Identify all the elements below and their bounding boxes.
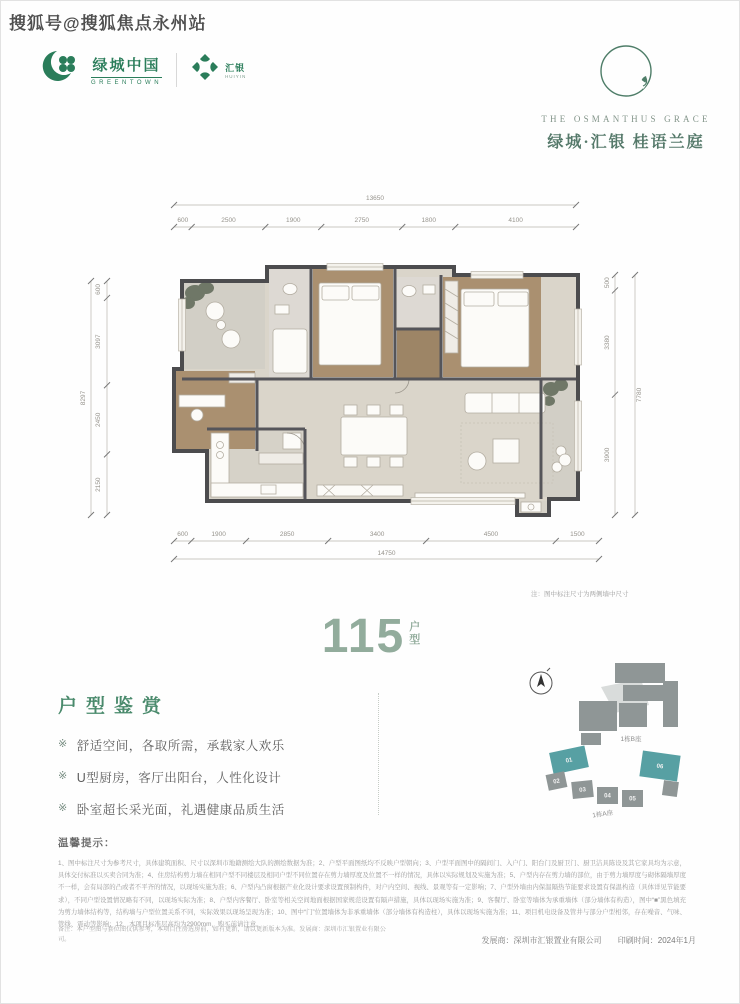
svg-text:600: 600 <box>177 531 189 538</box>
appreciation-bullet: ※ 卧室超长采光面，礼遇健康品质生活 <box>58 802 285 817</box>
huiyin-logo-icon <box>191 53 219 86</box>
svg-text:1900: 1900 <box>211 531 226 538</box>
project-name-cn: 绿城·汇银 桂语兰庭 <box>547 134 705 151</box>
appreciation-bullet: ※ 舒适空间，各取所需，承载家人欢乐 <box>58 738 285 753</box>
appreciation-title: 户型鉴赏 <box>58 696 171 717</box>
svg-text:4500: 4500 <box>483 531 499 538</box>
watermark: 搜狐号@搜狐焦点永州站 <box>9 14 207 33</box>
project-logo-block <box>541 41 711 152</box>
svg-text:1800: 1800 <box>421 217 436 224</box>
unit-number-block <box>1 610 740 663</box>
header-logos <box>41 49 246 90</box>
floorplan <box>79 189 663 613</box>
svg-text:05: 05 <box>629 796 636 803</box>
svg-text:1栋A座: 1栋A座 <box>591 809 614 820</box>
svg-text:600: 600 <box>95 284 102 295</box>
unit-suffix: 户 型 <box>409 621 421 646</box>
svg-text:8297: 8297 <box>80 390 87 406</box>
site-plan-block <box>523 659 718 824</box>
appreciation-bullet: ※ U型厨房，客厅出阳台，人性化设计 <box>58 770 282 785</box>
svg-text:2450: 2450 <box>95 412 102 428</box>
svg-text:03: 03 <box>578 787 587 794</box>
svg-text:3900: 3900 <box>604 447 611 463</box>
dotted-divider <box>378 693 379 815</box>
footer-note: 备注：本户型图与套位图仅供参考，本项目住房选房前，如有更新，请以更新版本为准。发展商：深圳市汇银置业有限公司。 <box>58 926 386 943</box>
footer-publisher <box>482 935 696 946</box>
osmanthus-circle-icon <box>595 41 657 108</box>
svg-text:2750: 2750 <box>354 217 369 224</box>
svg-text:2500: 2500 <box>221 217 236 224</box>
svg-text:1900: 1900 <box>286 217 301 224</box>
svg-text:01: 01 <box>565 757 574 765</box>
svg-text:600: 600 <box>177 217 189 224</box>
svg-text:2150: 2150 <box>95 477 102 492</box>
logo-divider <box>176 53 177 87</box>
svg-text:2850: 2850 <box>279 531 295 538</box>
greentown-logo-icon <box>41 49 77 90</box>
svg-text:06: 06 <box>656 763 664 771</box>
svg-text:7780: 7780 <box>636 387 643 403</box>
greentown-name-cn: 绿城中国 <box>92 56 161 74</box>
footer-developer: 发展商：深圳市汇银置业有限公司 <box>481 936 602 945</box>
svg-text:500: 500 <box>604 277 611 289</box>
appreciation-section <box>58 691 373 832</box>
building-cluster-b <box>579 663 678 745</box>
huiyin-name-en: HUIYIN <box>225 73 247 79</box>
huiyin-name-cn: 汇银 <box>225 62 246 73</box>
compass-icon <box>530 668 552 694</box>
building-cluster-a <box>546 745 681 807</box>
footer <box>58 925 696 946</box>
svg-text:3097: 3097 <box>95 334 102 349</box>
svg-text:04: 04 <box>604 793 611 800</box>
plan-note: 注：图中标注尺寸为两侧墙中尺寸 <box>531 591 629 598</box>
svg-text:4100: 4100 <box>508 217 523 224</box>
svg-text:1栋B座: 1栋B座 <box>620 736 642 743</box>
footer-print-date: 印刷时间：2024年1月 <box>617 936 696 945</box>
project-name-en: THE OSMANTHUS GRACE <box>541 114 711 124</box>
tips-title: 温馨提示： <box>58 837 116 849</box>
svg-text:3400: 3400 <box>369 531 385 538</box>
svg-text:02: 02 <box>552 778 561 786</box>
svg-text:14750: 14750 <box>377 550 396 557</box>
tips-section <box>58 835 686 931</box>
svg-text:3380: 3380 <box>604 335 611 350</box>
tips-text: 1、图中标注尺寸为参考尺寸，具体建筑面积、尺寸以深圳市地籍测绘大队的测绘数据为准；2、户型平面图纸均不反映户型朝向；3、户型平面图中的隔间门、入户门、阳台门及厨卫门、厨卫洁具陈设及其它家具均为示意，具体交付标准以买卖合同为准；4、住房结构剪力墙在相同户型不同楼层及相同户型不同位置存在剪力墙厚度及位置不一样的情况，具体以实际规划及实施为准；5、户型内存在剪力墙的部位，由于剪力墙厚度与砌体隔墙厚度不一样，会有局部的凸或者不平齐的情况，以现场实施为准；6、户型内凸窗根据产业化设计要求设置预制构件，对户内空间、视线、景观等有一定影响；7、户型外墙由内保温隔热节能要求设置有保温构造（具体详见节能要求），不同户型设置情况略有不同，以现场实际为准；8、户型内客餐厅、卧室等相关空间地面根据国家规范设置有隔声措施，具体以现场实施为准；9、客餐厅、卧室等墙体为承重墙体（部分墙体有构造），图中“■”黑色填充为剪力墙体结构等，结构墙与户型位置关系不同，实际效果以现场呈现为准；10、图中“门”位置墙体为非承重墙体（部分墙体有构造柱），具体以现场实施为准；11、项目机电设备及管井与部分户型相邻，存在噪音、气味、管线、震动等影响；12、本项目标准层高均为2900mm，购买前请注意。 <box>58 860 686 928</box>
appreciation-bullets <box>58 736 373 818</box>
unit-number: 115 <box>321 610 406 663</box>
greentown-name-en: GREENTOWN <box>91 77 162 86</box>
svg-text:1500: 1500 <box>570 531 585 538</box>
svg-text:13650: 13650 <box>365 195 385 202</box>
